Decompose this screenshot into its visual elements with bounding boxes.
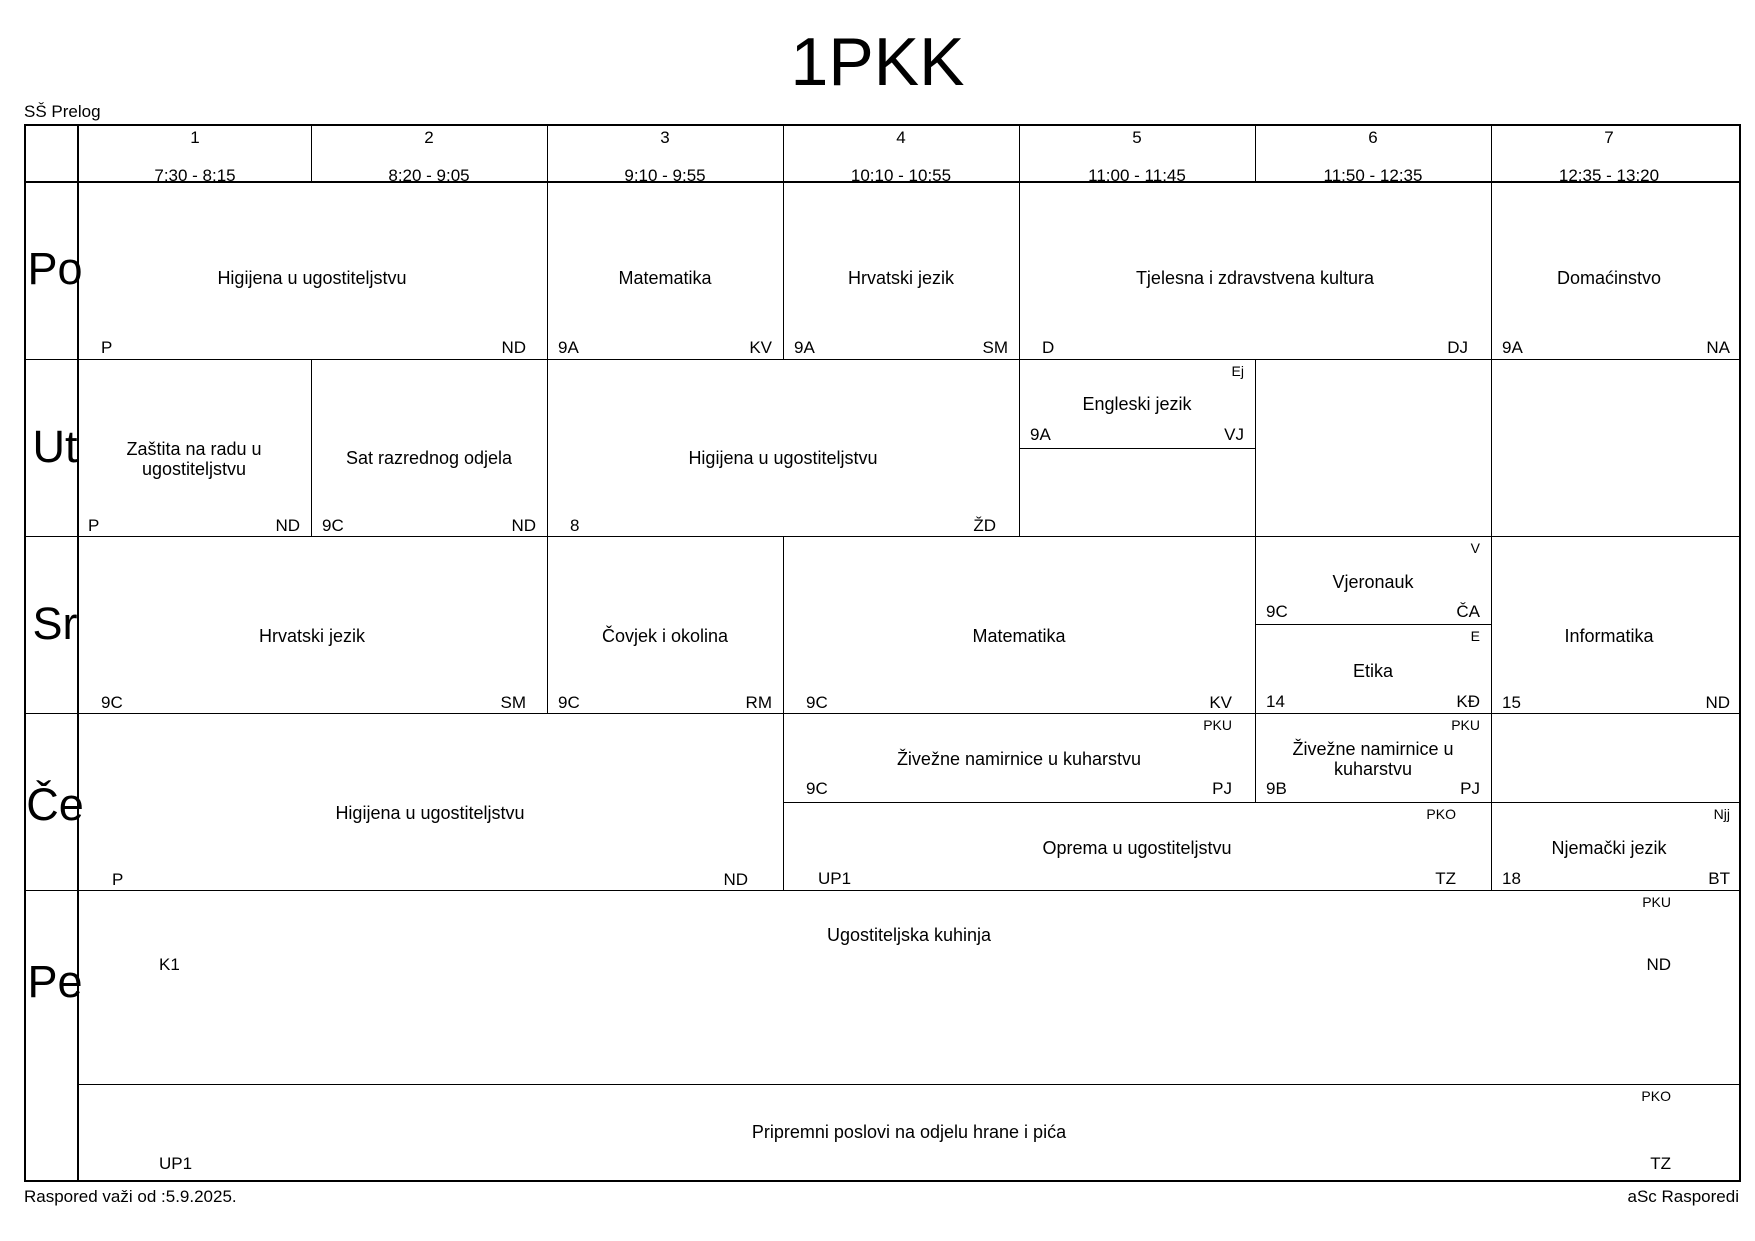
lesson-cell — [77, 181, 547, 359]
lesson-room: 15 — [1502, 693, 1521, 712]
lesson-subject: Matematika — [972, 626, 1066, 646]
period-time: 8:20 - 9:05 — [388, 166, 470, 185]
lesson-room: 9A — [794, 338, 815, 357]
lesson-teacher: VJ — [1224, 425, 1244, 444]
lesson-teacher: TZ — [1650, 1154, 1671, 1173]
lesson-room: 9A — [1030, 425, 1051, 444]
lesson-room: D — [1042, 338, 1055, 357]
lesson-cell — [77, 1084, 1741, 1182]
lesson-teacher: SM — [500, 693, 526, 712]
period-time: 10:10 - 10:55 — [850, 166, 952, 185]
day-label: Ut — [32, 421, 78, 472]
lesson-room: P — [88, 516, 100, 535]
cell-divider — [1255, 359, 1256, 536]
lesson-subject: Higijena u ugostiteljstvu — [688, 448, 878, 468]
lesson-cell — [77, 359, 311, 536]
period-number: 6 — [1368, 128, 1378, 147]
lesson-subject: Pripremni poslovi na odjelu hrane i pića — [751, 1122, 1067, 1142]
lesson-room: 9B — [1266, 779, 1287, 798]
lesson-cell — [547, 181, 783, 359]
timetable-title: 1PKK — [790, 24, 965, 100]
lesson-group: Njj — [1713, 806, 1730, 822]
period-time: 12:35 - 13:20 — [1558, 166, 1660, 185]
lesson-cell — [547, 359, 1019, 536]
lesson-subject: Vjeronauk — [1332, 572, 1414, 592]
lesson-teacher: ND — [275, 516, 300, 535]
cell-divider — [1491, 359, 1492, 536]
lesson-room: 18 — [1502, 869, 1521, 888]
software-credit: aSc Rasporedi — [1627, 1187, 1739, 1206]
lesson-cell — [783, 802, 1491, 890]
lesson-subject: Hrvatski jezik — [847, 268, 954, 288]
lesson-room: 9A — [1502, 338, 1523, 357]
lesson-subject: Etika — [1352, 661, 1394, 681]
lesson-subject: Engleski jezik — [1082, 394, 1192, 414]
lesson-teacher: DJ — [1447, 338, 1468, 357]
lesson-room: 8 — [570, 516, 580, 535]
lesson-teacher: ND — [511, 516, 536, 535]
lesson-subject: Higijena u ugostiteljstvu — [335, 803, 525, 823]
lesson-teacher: NA — [1706, 338, 1730, 357]
lesson-cell — [1255, 536, 1491, 624]
lesson-teacher: ND — [501, 338, 526, 357]
lesson-cell — [1255, 713, 1491, 802]
timetable-grid — [24, 124, 1741, 1182]
lesson-room: UP1 — [159, 1154, 193, 1173]
validity-note: Raspored važi od :5.9.2025. — [24, 1187, 237, 1206]
lesson-room: 9C — [101, 693, 123, 712]
lesson-room: P — [112, 870, 124, 889]
school-name: SŠ Prelog — [24, 102, 101, 121]
lesson-room: K1 — [159, 955, 180, 974]
lesson-teacher: TZ — [1435, 869, 1456, 888]
lesson-group: V — [1470, 540, 1480, 556]
lesson-cell — [311, 359, 547, 536]
lesson-room: 9C — [322, 516, 344, 535]
lesson-subject: Ugostiteljska kuhinja — [826, 925, 992, 945]
lesson-group: Ej — [1231, 363, 1244, 379]
period-number: 3 — [660, 128, 670, 147]
lesson-group: PKU — [1451, 717, 1480, 733]
lesson-group: E — [1470, 628, 1480, 644]
lesson-cell — [1491, 802, 1741, 890]
lesson-teacher: ŽD — [973, 516, 996, 535]
day-label: Sr — [32, 598, 78, 649]
lesson-subject: Tjelesna i zdravstvena kultura — [1135, 268, 1375, 288]
lesson-cell — [77, 536, 547, 713]
lesson-cell — [1491, 181, 1741, 359]
lesson-group: PKU — [1203, 717, 1232, 733]
day-label: Pe — [27, 956, 83, 1007]
lesson-subject: Sat razrednog odjela — [345, 448, 513, 468]
lesson-group: PKO — [1641, 1088, 1671, 1104]
period-number: 4 — [896, 128, 906, 147]
lesson-teacher: PJ — [1460, 779, 1480, 798]
period-time: 11:50 - 12:35 — [1323, 166, 1423, 185]
lesson-teacher: SM — [982, 338, 1008, 357]
day-label: Po — [27, 243, 83, 294]
lesson-teacher: PJ — [1212, 779, 1232, 798]
period-number: 5 — [1132, 128, 1142, 147]
lesson-cell — [77, 890, 1741, 1084]
lesson-teacher: ND — [723, 870, 748, 889]
lesson-room: P — [101, 338, 113, 357]
lesson-teacher: ND — [1705, 693, 1730, 712]
split-divider — [1019, 448, 1255, 449]
period-time: 7:30 - 8:15 — [154, 166, 236, 185]
lesson-group: PKO — [1426, 806, 1456, 822]
lesson-teacher: KV — [749, 338, 772, 357]
lesson-teacher: ND — [1646, 955, 1671, 974]
period-number: 7 — [1604, 128, 1614, 147]
lesson-cell — [783, 181, 1019, 359]
period-time: 11:00 - 11:45 — [1088, 166, 1186, 185]
period-number: 1 — [190, 128, 200, 147]
lesson-cell — [77, 713, 783, 890]
lesson-subject: Higijena u ugostiteljstvu — [217, 268, 407, 288]
lesson-subject: Hrvatski jezik — [258, 626, 365, 646]
lesson-subject: Njemački jezik — [1551, 838, 1667, 858]
lesson-room: 14 — [1266, 692, 1285, 711]
lesson-subject: Zaštita na radu u ugostiteljstvu — [126, 439, 262, 479]
lesson-teacher: BT — [1708, 869, 1730, 888]
lesson-cell — [783, 713, 1255, 802]
lesson-teacher: ČA — [1456, 602, 1480, 621]
lesson-room: 9C — [806, 779, 828, 798]
lesson-subject: Informatika — [1564, 626, 1654, 646]
lesson-cell — [1255, 624, 1491, 713]
lesson-cell — [783, 536, 1255, 713]
lesson-teacher: KV — [1209, 693, 1232, 712]
lesson-teacher: RM — [745, 693, 772, 712]
lesson-teacher: KĐ — [1456, 692, 1480, 711]
period-time: 9:10 - 9:55 — [624, 166, 706, 185]
lesson-subject: Živežne namirnice u kuharstvu — [896, 749, 1142, 769]
lesson-room: 9C — [1266, 602, 1288, 621]
lesson-subject: Domaćinstvo — [1556, 268, 1662, 288]
lesson-room: 9A — [558, 338, 579, 357]
period-number: 2 — [424, 128, 434, 147]
lesson-group: PKU — [1642, 894, 1671, 910]
lesson-cell — [547, 536, 783, 713]
lesson-room: UP1 — [818, 869, 852, 888]
lesson-subject: Oprema u ugostiteljstvu — [1042, 838, 1232, 858]
lesson-cell — [1019, 359, 1255, 448]
lesson-cell — [1491, 536, 1741, 713]
lesson-room: 9C — [558, 693, 580, 712]
day-label: Če — [26, 779, 84, 830]
lesson-cell — [1019, 181, 1491, 359]
lesson-subject: Čovjek i okolina — [601, 626, 729, 646]
lesson-room: 9C — [806, 693, 828, 712]
lesson-subject: Živežne namirnice u kuharstvu — [1292, 739, 1454, 779]
lesson-subject: Matematika — [618, 268, 712, 288]
